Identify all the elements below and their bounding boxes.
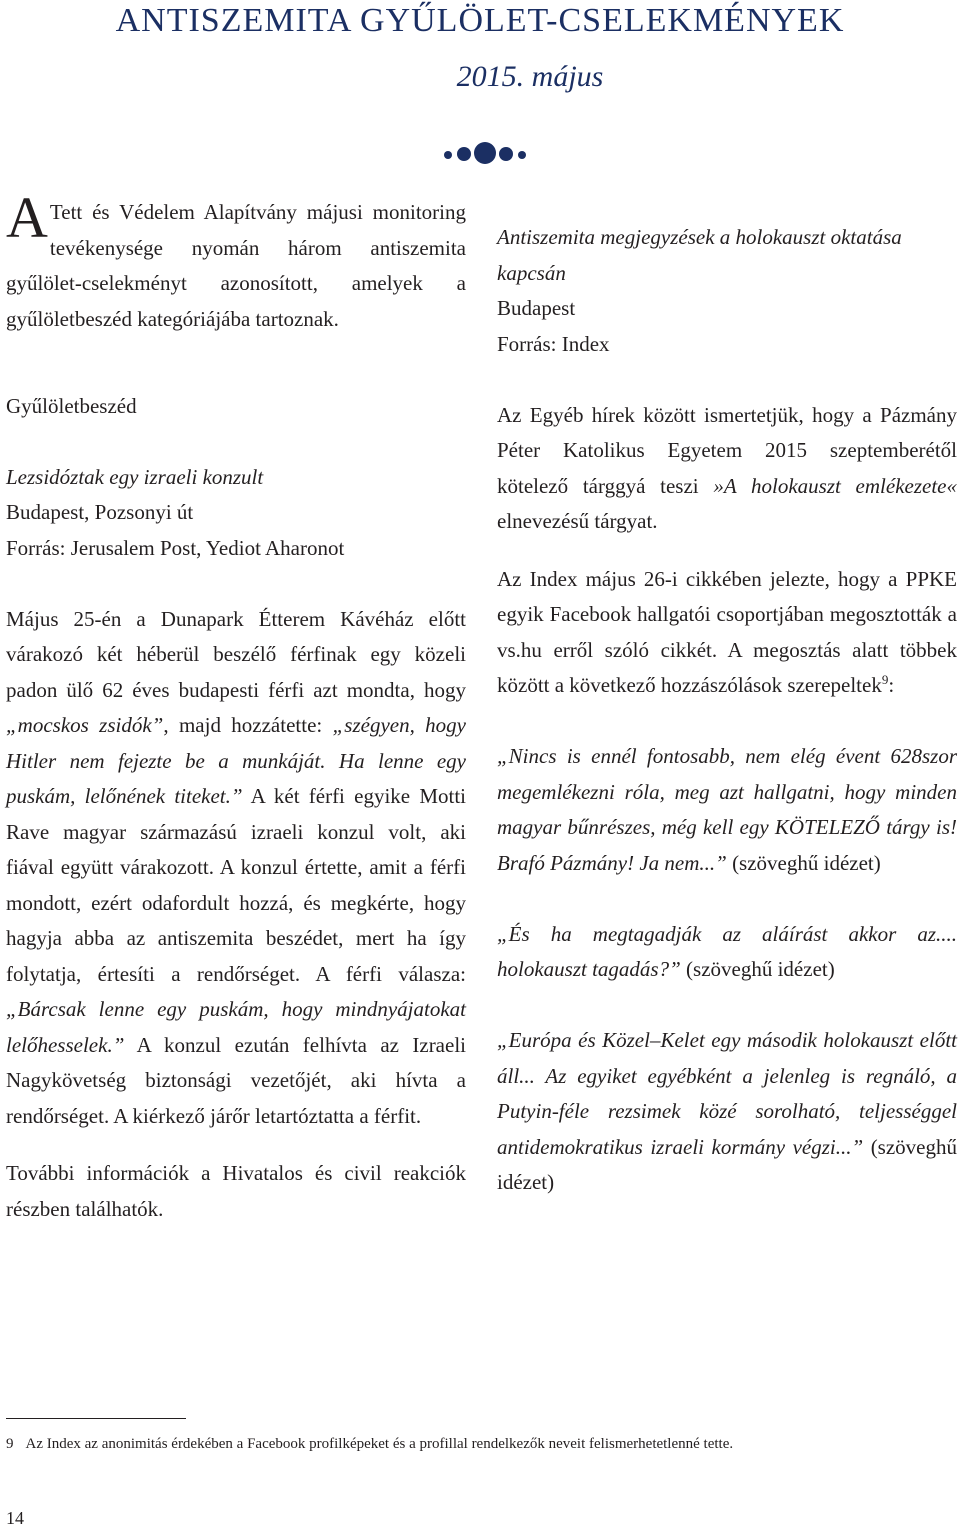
ornament-dot	[474, 142, 496, 164]
incident-location: Budapest	[497, 296, 576, 320]
quote-tag: (szöveghű idézet)	[680, 957, 835, 981]
body-text: A két férfi egyike Motti Rave magyar származású izraeli konzul volt, aki fiával együtt várakozott. A konzul értette, amit a férfi mondott, ezért odafordult hozzá, és megkérte, hogy hagyja abba az antiszemita beszédet, mert ha így folytatja, értesíti a rendőrséget. A férfi válasza:	[6, 784, 467, 986]
right-column	[497, 220, 957, 1201]
incident-source: Forrás: Jerusalem Post, Yediot Aharonot	[6, 535, 345, 560]
body-text: Az Index május 26-i cikkében jelezte, hogy a PPKE egyik Facebook hallgatói csoportjában megosztották a vs.hu erről szóló cikkét. A megosztás alatt többek között a következő hozzászólások szerepeltek	[497, 566, 957, 697]
body-text: , majd hozzátette:	[163, 713, 333, 737]
left-column	[6, 185, 467, 1227]
footnote-text: Az Index az anonimitás érdekében a Facebook profilképeket és a profillal rendelkezők neveit felismerhetetlenné tette.	[25, 1436, 734, 1452]
comment-quote	[497, 739, 957, 881]
incident-title: Lezsidóztak egy izraeli konzult	[6, 464, 264, 489]
body-text: Az Egyéb hírek között ismertetjük, hogy a Pázmány Péter Katolikus Egyetem 2015 szeptemberétől kötelező tárggyá teszi	[497, 402, 957, 498]
quote: „mocskos zsidók”	[6, 713, 164, 737]
paragraph	[497, 562, 957, 704]
comment-quote	[497, 1023, 957, 1201]
closing-paragraph: További információk a Hivatalos és civil reakciók részben találhatók.	[6, 1161, 466, 1221]
quote: „És ha megtagadják az aláírást akkor az.... holokauszt tagadás?”	[497, 921, 957, 981]
incident-location: Budapest, Pozsonyi út	[6, 500, 194, 524]
ornament-dot	[499, 147, 513, 161]
drop-cap: A	[6, 185, 48, 250]
ornament-dot	[444, 151, 452, 159]
paragraph	[497, 398, 957, 540]
body-text: A konzul ezután felhívta az Izraeli Nagykövetség biztonsági vezetőjét, aki hívta a rendőrséget. A kiérkező járőr letartóztatta a férfit.	[6, 1032, 466, 1128]
comment-quote	[497, 917, 957, 988]
quote-tag: (szöveghű idézet)	[726, 850, 881, 875]
incident-title: Antiszemita megjegyzések a holokauszt oktatása kapcsán	[497, 225, 902, 285]
page-title: ANTISZEMITA GYŰLÖLET-CSELEKMÉNYEK	[115, 2, 845, 39]
footnote-number: 9	[6, 1436, 14, 1452]
intro-text: Tett és Védelem Alapítvány májusi monitoring tevékenysége nyomán három antiszemita gyűlölet-cselekményt azonosított, amelyek a gyűlöletbeszéd kategóriájába tartoznak.	[6, 200, 466, 331]
quote: „Nincs is ennél fontosabb, nem elég évent 628szor megemlékezni róla, meg azt hallgatni, hogy minden magyar bűnrészes, még kell egy KÖTELEZŐ tárgy is! Brafó Pázmány! Ja nem...”	[497, 744, 957, 875]
ornament-dot	[457, 147, 471, 161]
body-text: :	[888, 673, 895, 697]
quote-tag: (szöveghű idézet)	[497, 1134, 957, 1194]
body-text: Május 25-én a Dunapark Étterem Kávéház előtt várakozó két héberül beszélő férfinak egy közeli padon ülő 62 éves budapesti férfi azt mondta, hogy	[6, 606, 466, 702]
incident-source: Forrás: Index	[497, 331, 610, 356]
section-heading: Gyűlöletbeszéd	[6, 393, 137, 418]
quote: „Európa és Közel–Kelet egy második holokauszt előtt áll... Az egyiket egyébként a jelenleg is regnáló, a Putyin-féle rezsimek közé sorolható, teljességgel antidemokratikus izraeli kormány végzi...”	[497, 1028, 957, 1159]
page-number: 14	[6, 1508, 24, 1528]
quote: »A holokauszt emlékezete«	[713, 473, 957, 498]
five-dots-ornament-icon	[440, 140, 530, 168]
page-subtitle: 2015. május	[456, 60, 604, 93]
body-text: elnevezésű tárgyat.	[497, 509, 658, 533]
intro-paragraph	[6, 185, 466, 337]
footnote	[6, 1436, 956, 1453]
ornament-dot	[518, 151, 526, 159]
footnote-divider	[6, 1418, 186, 1419]
footnote-ref: 9	[881, 672, 889, 687]
quote: „szégyen, hogy Hitler nem fejezte be a munkáját. Ha lenne egy puskám, lelőnének titeket.”	[6, 713, 466, 808]
quote: „Bárcsak lenne egy puskám, hogy mindnyájatokat lelőhesselek.”	[6, 997, 466, 1057]
incident-body	[6, 602, 466, 1135]
